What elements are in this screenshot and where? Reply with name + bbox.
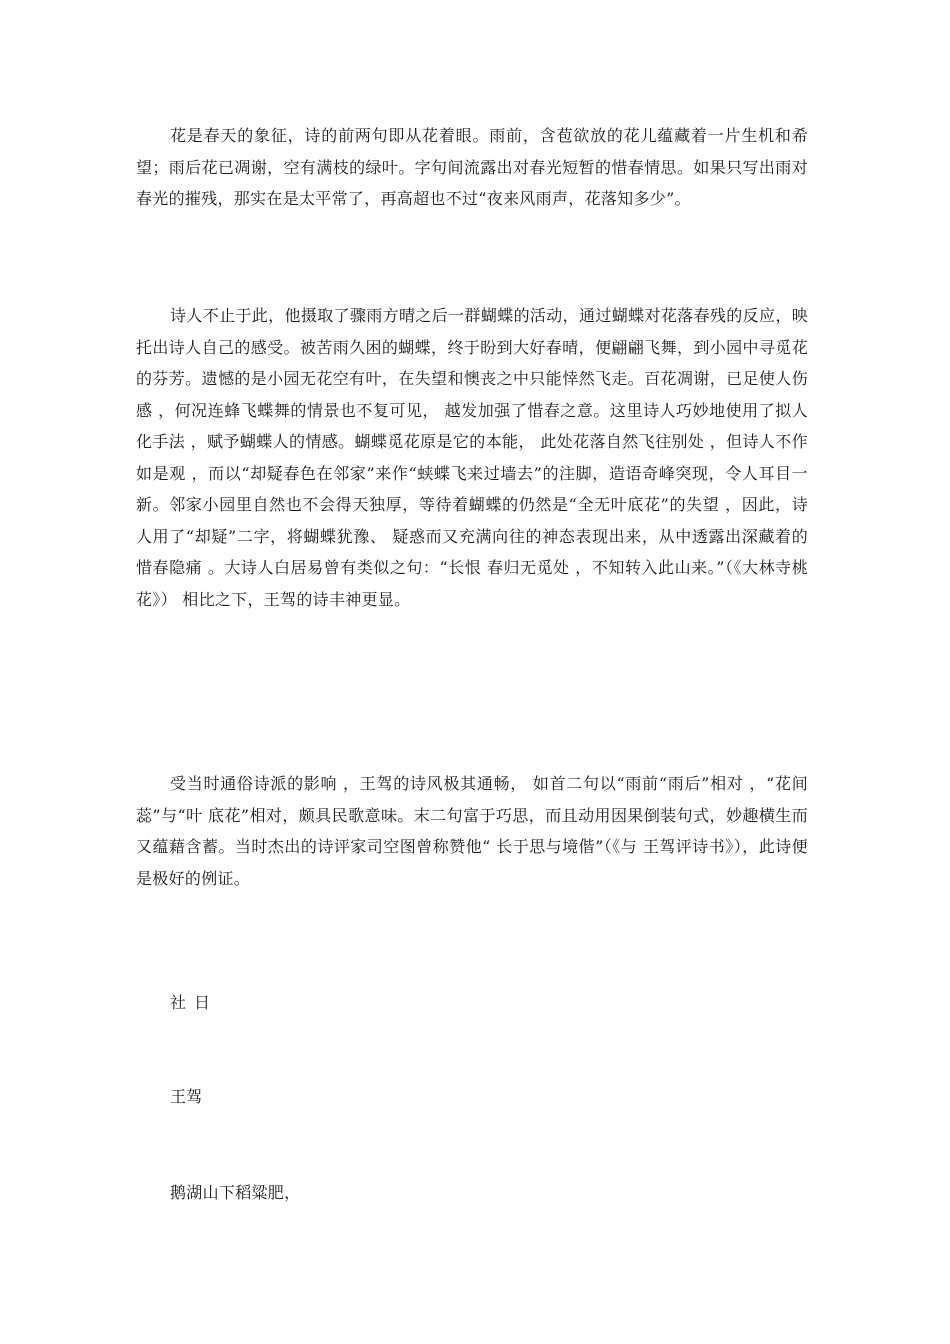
poem-line: 鹅湖山下稻粱肥，	[170, 1183, 301, 1202]
poem-title: 社日	[170, 993, 219, 1012]
paragraph-butterflies: 诗人不止于此，他摄取了骤雨方晴之后一群蝴蝶的活动，通过蝴蝶对花落春残的反应，映托出诗人自己的感受。被苦雨久困的蝴蝶，终于盼到大好春晴，便翩翩飞舞，到小园中寻觅花的芬芳。遗憾的是小园无花空有叶，在失望和懊丧之中只能悻然飞走。百花凋谢，已足使人伤感 ，何况连蜂飞蝶舞的情景也不复可见， 越发加强了惜春之意。这里诗人巧妙地使用了拟人化手法 ，赋予蝴蝶人的情感。蝴蝶觅花原是它的本能， 此处花落自然飞往别处 ，但诗人不作如是观 ，而以“却疑春色在邻家”来作“蛱蝶飞来过墙去”的注脚，造语奇峰突现，令人耳目一新。邻家小园里自然也不会得天独厚，等待着蝴蝶的仍然是“全无叶底花”的失望 ，因此，诗人用了“却疑”二字，将蝴蝶犹豫、 疑惑而又充满向往的神态表现出来，从中透露出深藏着的惜春隐痛 。大诗人白居易曾有类似之句：“长恨 春归无觅处 ，不知转入此山来。”（《大林寺桃花》） 相比之下，王驾的诗丰神更显。	[136, 306, 808, 609]
poem-author: 王驾	[170, 1087, 203, 1106]
paragraph-flowers-spring: 花是春天的象征，诗的前两句即从花着眼。雨前，含苞欲放的花儿蕴藏着一片生机和希望；雨后花已凋谢，空有满枝的绿叶。字句间流露出对春光短暂的惜春情思。如果只写出雨对春光的摧残，那实在是太平常了，再高超也不过“夜来风雨声，花落知多少”。	[136, 126, 808, 208]
paragraph-poetic-style: 受当时通俗诗派的影响 ，王驾的诗风极其通畅， 如首二句以“雨前“雨后”相对 ，“花间蕊”与“叶 底花”相对，颇具民歌意味。末二句富于巧思，而且动用因果倒装句式，妙趣横生而又蕴藉含蓄。当时杰出的诗评家司空图曾称赞他“ 长于思与境偕”（《与 王驾评诗书》），此诗便是极好的例证。	[136, 774, 808, 888]
